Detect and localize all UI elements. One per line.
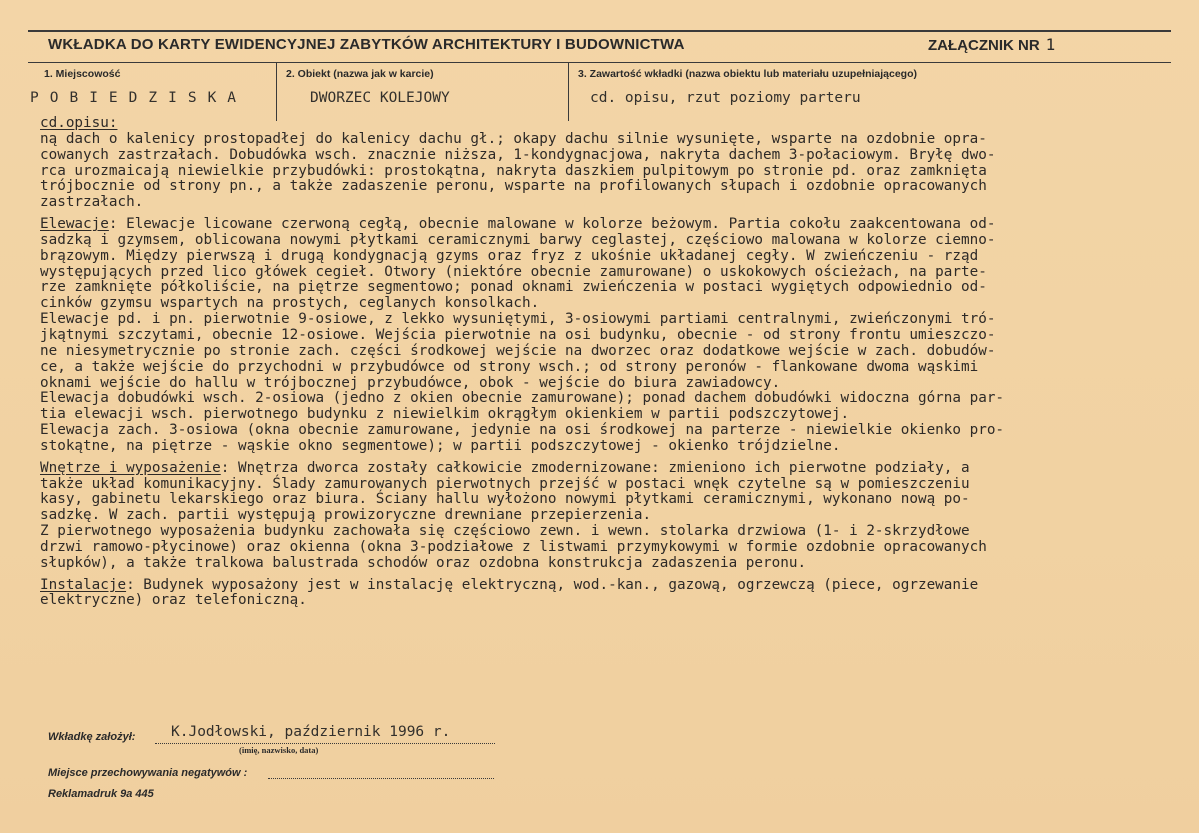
content-label: 3. Zawartość wkładki (nazwa obiektu lub materiału uzupełniającego) xyxy=(578,68,917,80)
object-label: 2. Obiekt (nazwa jak w karcie) xyxy=(286,68,434,80)
text-line: rze zamknięte półkoliście, na piętrze segmentowo; ponad oknami zwieńczenia w postaci wygiętych odpowiednio od- xyxy=(40,279,987,296)
description-text xyxy=(40,116,1180,609)
text-line: Wnętrze i wyposażenie: Wnętrza dworca zostały całkowicie zmodernizowane: zmieniono ich pierwotne podziały, a xyxy=(40,459,970,476)
text-line: trójbocznie od strony pn., a także zadaszenie peronu, wsparte na profilowanych słupach i ozdobnie opracowanych xyxy=(40,178,987,195)
text-line: także układ komunikacyjny. Ślady zamurowanych pierwotnych przejść w postaci wnęk czytelne są w pomieszczeniu xyxy=(40,475,970,492)
text-line: Instalacje: Budynek wyposażony jest w instalację elektryczną, wod.-kan., gazową, ogrzewczą (piece, ogrzewanie xyxy=(40,576,979,593)
field-divider-1 xyxy=(276,62,277,121)
text-line: Elewacja zach. 3-osiowa (okna obecnie zamurowane, jedynie na osi środkowej na parterze - niewielkie okienko pro- xyxy=(40,422,1005,439)
author-sublabel: (imię, nazwisko, data) xyxy=(239,745,319,755)
annex-label: ZAŁĄCZNIK NR xyxy=(928,37,1040,54)
instalacje-heading: Instalacje xyxy=(40,576,127,593)
field-divider-2 xyxy=(568,62,569,121)
text-line: jkątnymi szczytami, obecnie 12-osiowe. Wejścia pierwotnie na osi budynku, obecnie - od strony frontu umieszczo- xyxy=(40,326,996,343)
header-rule xyxy=(28,62,1171,63)
negatives-dotted-line xyxy=(268,778,494,779)
object-value: DWORZEC KOLEJOWY xyxy=(310,90,450,106)
text-line: Elewacje: Elewacje licowane czerwoną cegłą, obecnie malowane w kolorze beżowym. Partia cokołu zaakcentowana od- xyxy=(40,216,996,233)
text-line: sadzkę. W zach. partii występują prowizoryczne drewniane przepierzenia. xyxy=(40,507,652,524)
text-line: ne niesymetrycznie po stronie zach. części środkowej wejście na dworzec oraz dodatkowe wejście w zach. dobudów- xyxy=(40,342,996,359)
text-line: stokątne, na piętrze - wąskie okno segmentowe); w partii podszczytowej - okienko trójdzielne. xyxy=(40,437,841,454)
text-line: słupków), a także tralkowa balustrada schodów oraz ozdobna konstrukcja zadaszenia peronu. xyxy=(40,554,807,571)
text-line: ną dach o kalenicy prostopadłej do kalenicy dachu gł.; okapy dachu silnie wysunięte, wsparte na ozdobnie opra- xyxy=(40,130,987,147)
text-line: tia elewacji wsch. pierwotnego budynku z niewielkim okrągłym okienkiem w partii podszczytowej. xyxy=(40,406,850,423)
wnetrze-heading: Wnętrze i wyposażenie xyxy=(40,459,221,476)
text-line: kasy, gabinetu lekarskiego oraz biura. Ściany hallu wyłożono nowymi płytkami ceramicznymi, wykonano nową po- xyxy=(40,491,970,508)
text-line: ce, a także wejście do przychodni w przybudówce od strony wsch.; od strony peronów - flankowane dwoma wąskimi xyxy=(40,358,979,375)
text-line: Elewacja dobudówki wsch. 2-osiowa (jedno z okien obecnie zamurowane); ponad dachem dobudówki widoczna górna par- xyxy=(40,390,1005,407)
print-label: Reklamadruk 9a 445 xyxy=(48,788,154,800)
text-line: drzwi ramowo-płycinowe) oraz okienna (okna 3-podziałowe z listwami przymykowymi w formie ozdobnie opracowanych xyxy=(40,538,987,555)
author-value: K.Jodłowski, październik 1996 r. xyxy=(171,724,451,740)
author-label: Wkładkę założył: xyxy=(48,731,136,743)
text-line: brązowym. Między pierwszą i drugą kondygnacją gzyms oraz fryz z ukośnie układanej cegły. W zwieńczeniu - rząd xyxy=(40,247,979,264)
text-line: cinków gzymsu wspartych na prostych, ceglanych konsolkach. xyxy=(40,295,540,312)
text-line: cowanych zastrzałach. Dobudówka wsch. znacznie niższa, 1-kondygnacjowa, nakryta dachem 3-połaciowym. Bryłę dwo- xyxy=(40,146,996,163)
place-label: 1. Miejscowość xyxy=(44,68,121,80)
form-title: WKŁADKA DO KARTY EWIDENCYJNEJ ZABYTKÓW ARCHITEKTURY I BUDOWNICTWA xyxy=(48,36,685,53)
text-line: elektryczne) oraz telefoniczną. xyxy=(40,592,307,609)
text-line: występujących przed lico główek cegieł. Otwory (niektóre obecnie zamurowane) o uskokowych ościeżach, na parte- xyxy=(40,263,987,280)
text-line: sadzką i gzymsem, oblicowana nowymi płytkami ceramicznymi barwy ceglastej, częściowo malowana w kolorze ciemno- xyxy=(40,231,996,248)
place-value: POBIEDZISKA xyxy=(30,90,248,106)
text-line: Elewacje pd. i pn. pierwotnie 9-osiowe, z lekko wysuniętymi, 3-osiowymi partiami centralnymi, zwieńczonymi tró- xyxy=(40,311,996,328)
annex-number: 1 xyxy=(1045,35,1056,54)
elewacje-heading: Elewacje xyxy=(40,216,109,233)
annex-heading xyxy=(928,35,1055,54)
text-line: Z pierwotnego wyposażenia budynku zachowała się częściowo zewn. i wewn. stolarka drzwiowa (1- i 2-skrzydłowe xyxy=(40,523,970,540)
negatives-label: Miejsce przechowywania negatywów : xyxy=(48,767,248,779)
text-line: oknami wejście do hallu w trójbocznej przybudówce, obok - wejście do biura zawiadowcy. xyxy=(40,374,781,391)
content-value: cd. opisu, rzut poziomy parteru xyxy=(590,90,861,106)
top-rule xyxy=(28,30,1171,32)
continuation-heading: cd.opisu: xyxy=(40,115,118,131)
author-dotted-line xyxy=(155,743,495,744)
text-line: rca urozmaicają niewielkie przybudówki: prostokątna, nakryta daszkiem pulpitowym po stronie pd. oraz zamknięta xyxy=(40,162,987,179)
text-line: zastrzałach. xyxy=(40,194,144,211)
